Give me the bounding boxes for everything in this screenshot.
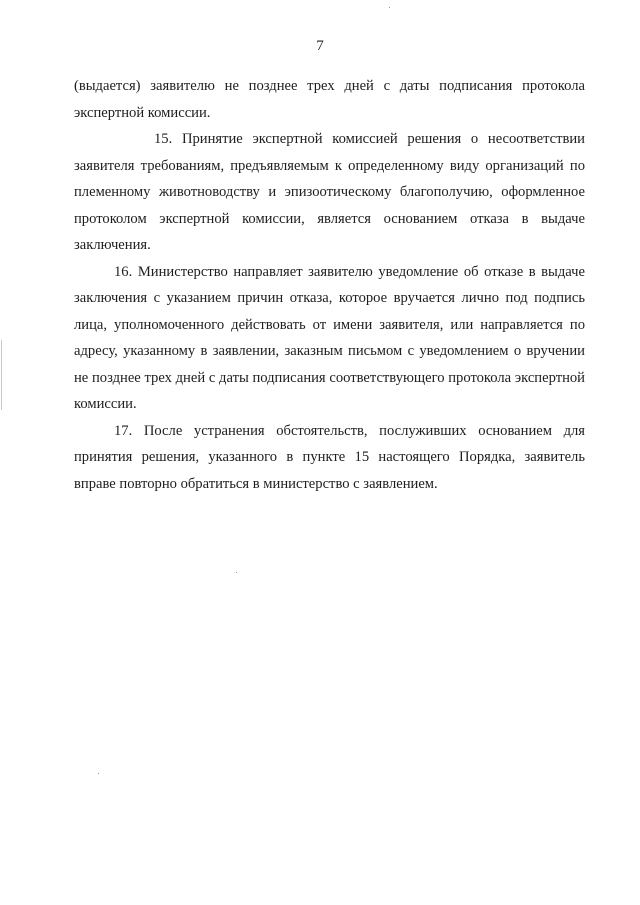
document-body [74,73,585,497]
scan-artifact [389,7,390,8]
paragraph-16 [74,259,585,418]
scan-artifact [1,340,2,410]
paragraph-15 [74,126,585,259]
paragraph-text: После устранения обстоятельств, послуживших основанием для принятия решения, указанного в пункте 15 настоящего Порядка, заявитель вправе повторно обратиться в министерство с заявлением. [74,422,585,492]
paragraph-17 [74,418,585,498]
paragraph-number: 17. [114,422,133,439]
paragraph-text: (выдается) заявителю не позднее трех дней с даты подписания протокола экспертной комиссии. [74,78,585,121]
paragraph-number: 15. [154,131,173,147]
scan-artifact [98,773,99,774]
scan-artifact [236,572,237,573]
paragraph-text: Министерство направляет заявителю уведомление об отказе в выдаче заключения с указанием причин отказа, которое вручается лично под подпись лица, уполномоченного действовать от имени заявителя, или направляется по адресу, указанному в заявлении, заказным письмом с уведомлением о вручении не позднее трех дней с даты подписания соответствующего протокола экспертной комиссии. [74,263,585,412]
paragraph-text: Принятие экспертной комиссией решения о несоответствии заявителя требованиям, предъявляемым к определенному виду организаций по племенному животноводству и эпизоотическому благополучию, оформленное протоколом экспертной комиссии, является основанием отказа в выдаче заключения. [74,131,585,253]
page-number: 7 [316,38,324,54]
paragraph-continued [74,73,585,126]
paragraph-number: 16. [114,263,133,280]
